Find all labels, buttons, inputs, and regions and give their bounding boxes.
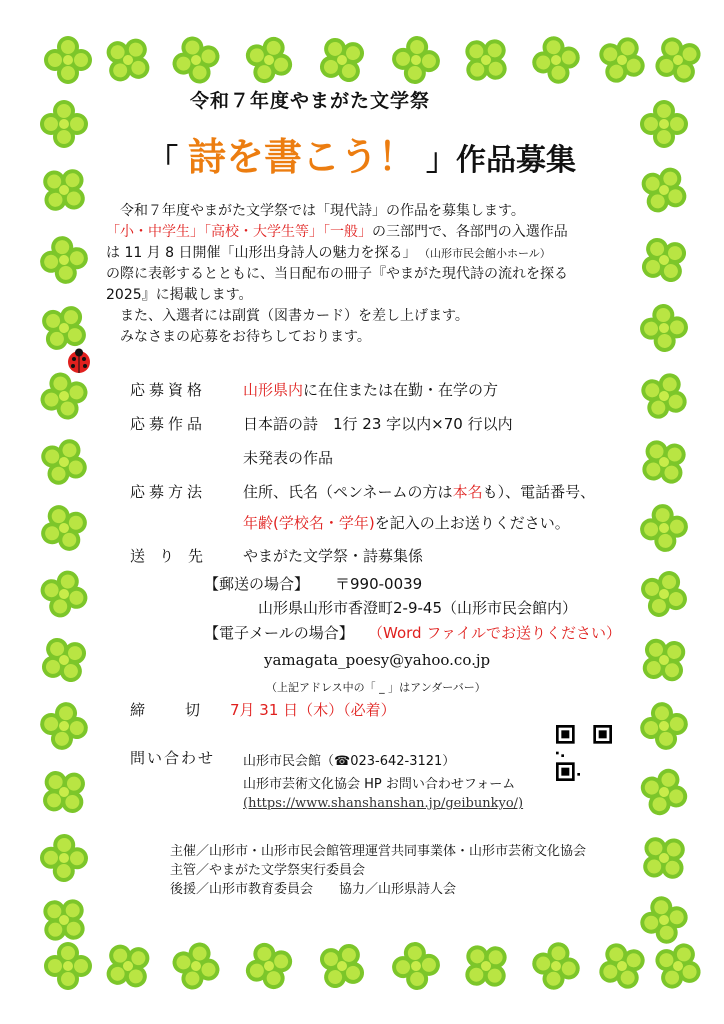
contact-line-1: 山形市民会館（☎023-642-3121） xyxy=(243,754,456,769)
mail-heading: 【郵送の場合】 xyxy=(204,575,310,593)
work-line-1: 日本語の詩 1行 23 字以内×70 行以内 xyxy=(243,415,513,433)
title-main: 詩を書こう！ xyxy=(188,135,417,179)
intro-line-6: また、入選者には副賞（図書カード）を差し上げます。 xyxy=(120,308,469,324)
clover-icon xyxy=(166,936,225,995)
intro-line-3 xyxy=(106,243,551,264)
clover-icon xyxy=(390,34,442,86)
intro-line-4: の際に表彰するとともに、当日配布の冊子『やまがた現代詩の流れを探る xyxy=(106,266,568,282)
email-note xyxy=(368,622,621,643)
email-heading: 【電子メールの場合】 xyxy=(204,624,354,642)
clover-icon xyxy=(636,892,693,949)
support-line: 後援／山形市教育委員会 協力／山形県詩人会 xyxy=(170,882,457,897)
clover-icon xyxy=(639,303,689,353)
contact-label: 問い合わせ xyxy=(130,749,216,767)
clover-icon xyxy=(528,938,584,994)
clover-icon xyxy=(37,233,91,287)
clover-icon xyxy=(633,761,695,823)
real-name-text: 本名 xyxy=(452,483,483,501)
qr-code-icon[interactable] xyxy=(556,725,612,781)
clover-icon xyxy=(631,227,697,293)
clover-icon xyxy=(238,29,300,91)
clover-icon xyxy=(44,36,92,84)
eligibility-label: 応募資格 xyxy=(130,381,207,399)
clover-icon xyxy=(40,834,89,883)
venue-note: （山形市民会館小ホール） xyxy=(424,247,551,260)
intro-line-3-main: は 11 月 8 日開催「山形出身詩人の魅力を探る」 xyxy=(106,245,417,261)
intro-line-1: 令和７年度やまがた文学祭では「現代詩」の作品を募集します。 xyxy=(120,203,525,219)
clover-icon xyxy=(452,932,520,1000)
word-file-text: Word ファイル xyxy=(383,624,487,642)
method-line-1 xyxy=(243,481,595,502)
intro-line-7: みなさまの応募をお待ちしております。 xyxy=(120,329,371,345)
email-hint: （上記アドレス中の「 _ 」はアンダーバー） xyxy=(266,681,486,694)
work-line-2: 未発表の作品 xyxy=(243,449,334,467)
eligibility-rest: に在住または在勤・在学の方 xyxy=(303,381,499,399)
clover-icon xyxy=(638,502,691,555)
clover-icon xyxy=(94,932,161,999)
email-address[interactable]: yamagata_poesy@yahoo.co.jp xyxy=(264,651,491,669)
contact-url[interactable] xyxy=(243,796,523,811)
eligibility-region: 山形県内 xyxy=(243,381,304,399)
contact-url-link[interactable]: (https://www.shanshanshan.jp/geibunkyo/) xyxy=(243,796,524,811)
clover-icon xyxy=(390,940,442,992)
intro-line-5: 2025』に掲載します。 xyxy=(106,287,253,303)
management-line: 主管／やまがた文学祭実行委員会 xyxy=(170,863,366,878)
method-label: 応募方法 xyxy=(130,483,207,501)
clover-icon xyxy=(238,935,300,997)
clover-icon xyxy=(166,30,225,89)
mail-address: 山形県山形市香澄町2-9-45（山形市民会館内） xyxy=(258,599,578,617)
method-line-1-a: 住所、氏名（ペンネームの方は xyxy=(243,483,453,501)
clover-icon xyxy=(309,27,375,93)
clover-icon xyxy=(31,627,97,693)
clover-icon xyxy=(528,32,584,88)
intro-line-2 xyxy=(106,222,568,243)
event-subtitle: 令和７年度やまがた文学祭 xyxy=(190,90,431,112)
clover-icon xyxy=(37,699,92,754)
clover-icon xyxy=(452,26,520,94)
clover-icon xyxy=(94,26,161,93)
organizer-line: 主催／山形市・山形市民会館管理運営共同事業体・山形市芸術文化協会 xyxy=(170,844,587,859)
method-line-2-rest: を記入の上お送りください。 xyxy=(374,514,570,532)
clover-icon xyxy=(309,933,375,999)
method-line-1-b: も）、電話番号、 xyxy=(482,483,596,501)
age-school-text: 年齢(学校名・学年) xyxy=(243,514,375,532)
clover-icon xyxy=(630,824,698,892)
clover-icon xyxy=(630,626,697,693)
clover-icon xyxy=(34,564,94,624)
deadline-label: 締切 xyxy=(130,701,241,719)
destination-label: 送り先 xyxy=(130,547,218,565)
clover-icon xyxy=(30,156,98,224)
email-note-rest: でお送りください） xyxy=(486,624,622,642)
clover-icon xyxy=(633,563,696,626)
email-note-open: （ xyxy=(368,624,384,642)
clover-icon xyxy=(32,430,96,494)
title-close: 」作品募集 xyxy=(426,143,577,178)
title-open-bracket: 「 xyxy=(148,143,178,178)
deadline-value: 7月 31 日（木）（必着） xyxy=(230,701,396,719)
clover-icon xyxy=(640,100,688,148)
clover-icon xyxy=(631,157,696,222)
intro-line-2-rest: の三部門で、各部門の入選作品 xyxy=(372,224,568,240)
mail-zip: 〒990-0039 xyxy=(335,575,423,593)
work-label: 応募作品 xyxy=(130,415,207,433)
clover-icon xyxy=(32,496,95,559)
clover-icon xyxy=(34,366,93,425)
clover-icon xyxy=(40,100,88,148)
destination-value: やまがた文学祭・詩募集係 xyxy=(243,547,424,565)
clover-icon xyxy=(631,429,698,496)
clover-icon xyxy=(632,364,696,428)
clover-icon xyxy=(637,699,692,754)
eligibility-value xyxy=(243,379,498,400)
clover-icon xyxy=(590,28,654,92)
categories-text: 「小・中学生」「高校・大学生等」「一般」 xyxy=(106,224,372,240)
clover-icon xyxy=(30,758,98,826)
ladybug-icon xyxy=(66,348,92,374)
contact-line-2: 山形市芸術文化協会 HP お問い合わせフォーム xyxy=(243,777,516,792)
method-line-2 xyxy=(243,512,570,533)
page-title xyxy=(148,126,576,181)
clover-icon xyxy=(646,28,711,93)
